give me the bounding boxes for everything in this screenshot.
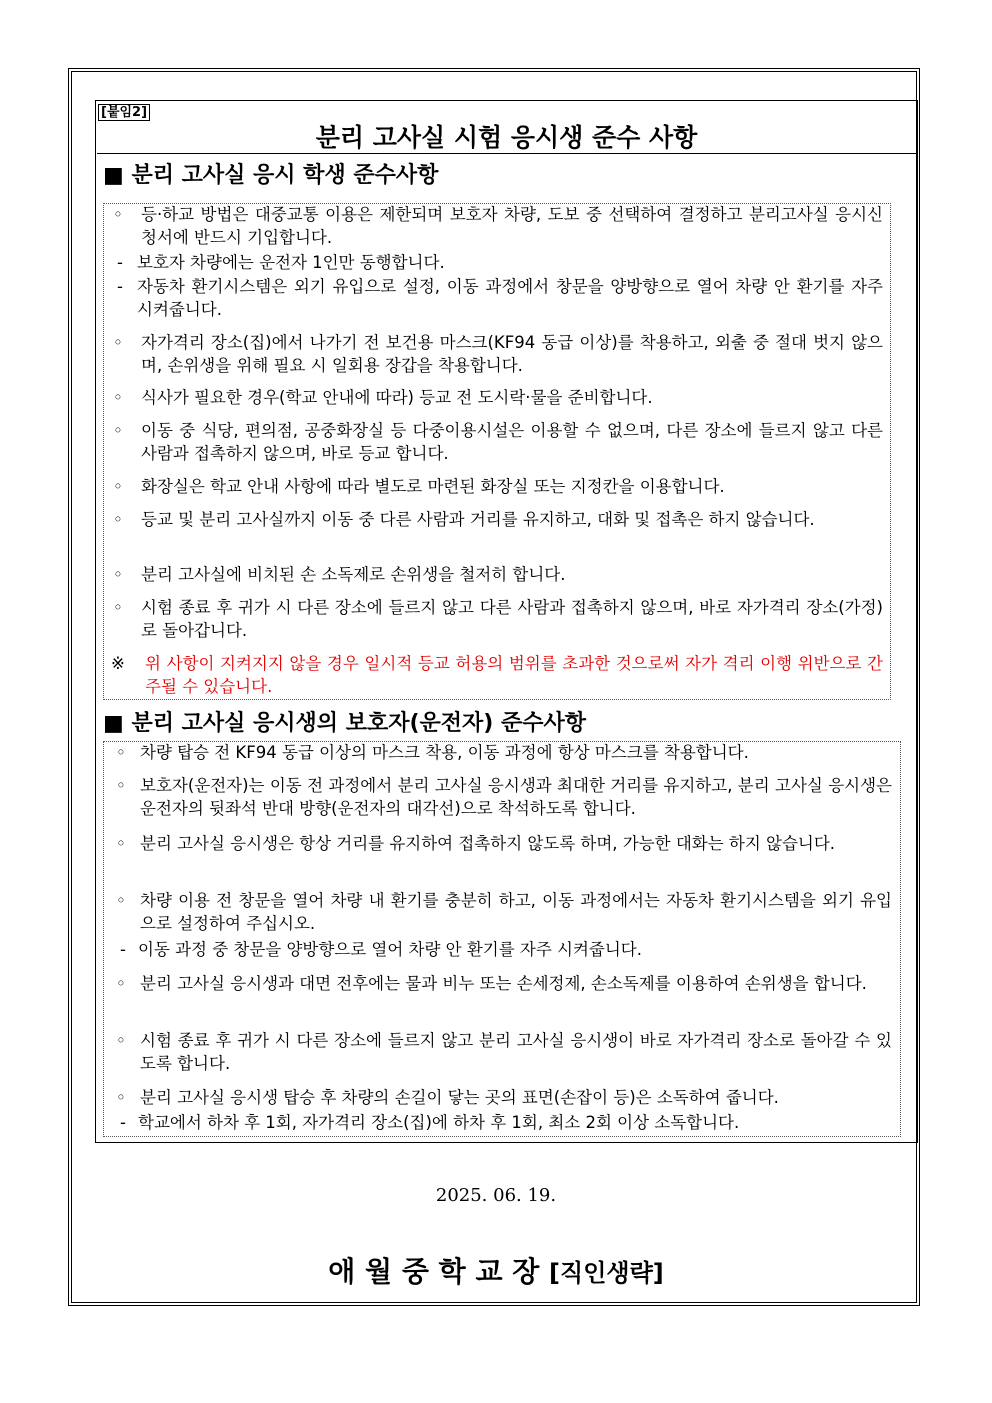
list-item: ◦ 자가격리 장소(집)에서 나가기 전 보건용 마스크(KF94 동급 이상)를 착용하고, 외출 중 절대 벗지 않으며, 손위생을 위해 필요 시 일회용 장갑을 착용합니다. <box>113 333 883 375</box>
list-item: ◦ 분리 고사실 응시생은 항상 거리를 유지하여 접촉하지 않도록 하며, 가능한 대화는 하지 않습니다. <box>116 834 836 853</box>
list-item: - 자동차 환기시스템은 외기 유입으로 설정, 이동 과정에서 창문을 양방향으로 열어 차량 안 환기를 자주 시켜줍니다. <box>117 277 883 319</box>
warning-note: ※ 위 사항이 지켜지지 않을 경우 일시적 등교 허용의 범위를 초과한 것으로써 자가 격리 이행 위반으로 간주될 수 있습니다. <box>111 654 883 696</box>
seal-note: [직인생략] <box>549 1259 664 1287</box>
list-item: ◦ 등·하교 방법은 대중교통 이용은 제한되며 보호자 차량, 도보 중 선택하여 결정하고 분리고사실 응시신청서에 반드시 기입합니다. <box>113 205 883 247</box>
attachment-label: [붙임2] <box>98 104 150 121</box>
signer-name: 애 월 중 학 교 장 <box>328 1255 540 1288</box>
list-item: ◦ 분리 고사실 응시생 탑승 후 차량의 손길이 닿는 곳의 표면(손잡이 등)은 소독하여 줍니다. <box>116 1088 779 1107</box>
list-item: ◦ 차량 탑승 전 KF94 동급 이상의 마스크 착용, 이동 과정에 항상 마스크를 착용합니다. <box>116 743 749 762</box>
document-date: 2025. 06. 19. <box>435 1185 557 1206</box>
section1-heading: ■ 분리 고사실 응시 학생 준수사항 <box>103 163 439 188</box>
signer-block <box>0 1250 992 1290</box>
list-item: ◦ 시험 종료 후 귀가 시 다른 장소에 들르지 않고 다른 사람과 접촉하지 않으며, 바로 자가격리 장소(가정)로 돌아갑니다. <box>113 598 883 640</box>
list-item: - 학교에서 하차 후 1회, 자가격리 장소(집)에 하차 후 1회, 최소 2회 이상 소독합니다. <box>120 1113 740 1132</box>
list-item: ◦ 이동 중 식당, 편의점, 공중화장실 등 다중이용시설은 이용할 수 없으며, 다른 장소에 들르지 않고 다른 사람과 접촉하지 않으며, 바로 등교 합니다. <box>113 421 883 463</box>
list-item: ◦ 분리 고사실 응시생과 대면 전후에는 물과 비누 또는 손세정제, 손소독제를 이용하여 손위생을 합니다. <box>116 974 867 993</box>
list-item: ◦ 식사가 필요한 경우(학교 안내에 따라) 등교 전 도시락·물을 준비합니다. <box>113 388 653 407</box>
list-item: ◦ 화장실은 학교 안내 사항에 따라 별도로 마련된 화장실 또는 지정칸을 이용합니다. <box>113 477 725 496</box>
list-item: ◦ 분리 고사실에 비치된 손 소독제로 손위생을 철저히 합니다. <box>113 565 566 584</box>
list-item: ◦ 시험 종료 후 귀가 시 다른 장소에 들르지 않고 분리 고사실 응시생이 바로 자가격리 장소로 돌아갈 수 있도록 합니다. <box>116 1031 892 1073</box>
page-title: 분리 고사실 시험 응시생 준수 사항 <box>315 123 698 152</box>
title-divider <box>97 153 917 154</box>
list-item: - 이동 과정 중 창문을 양방향으로 열어 차량 안 환기를 자주 시켜줍니다. <box>120 940 642 959</box>
list-item: - 보호자 차량에는 운전자 1인만 동행합니다. <box>117 253 445 272</box>
list-item: ◦ 차량 이용 전 창문을 열어 차량 내 환기를 충분히 하고, 이동 과정에서는 자동차 환기시스템을 외기 유입으로 설정하여 주십시오. <box>116 891 892 933</box>
list-item: ◦ 등교 및 분리 고사실까지 이동 중 다른 사람과 거리를 유지하고, 대화 및 접촉은 하지 않습니다. <box>113 510 815 529</box>
section2-heading: ■ 분리 고사실 응시생의 보호자(운전자) 준수사항 <box>103 711 586 736</box>
list-item: ◦ 보호자(운전자)는 이동 전 과정에서 분리 고사실 응시생과 최대한 거리를 유지하고, 분리 고사실 응시생은 운전자의 뒷좌석 반대 방향(운전자의 대각선)으로 착석하도록 합니다. <box>116 776 892 818</box>
